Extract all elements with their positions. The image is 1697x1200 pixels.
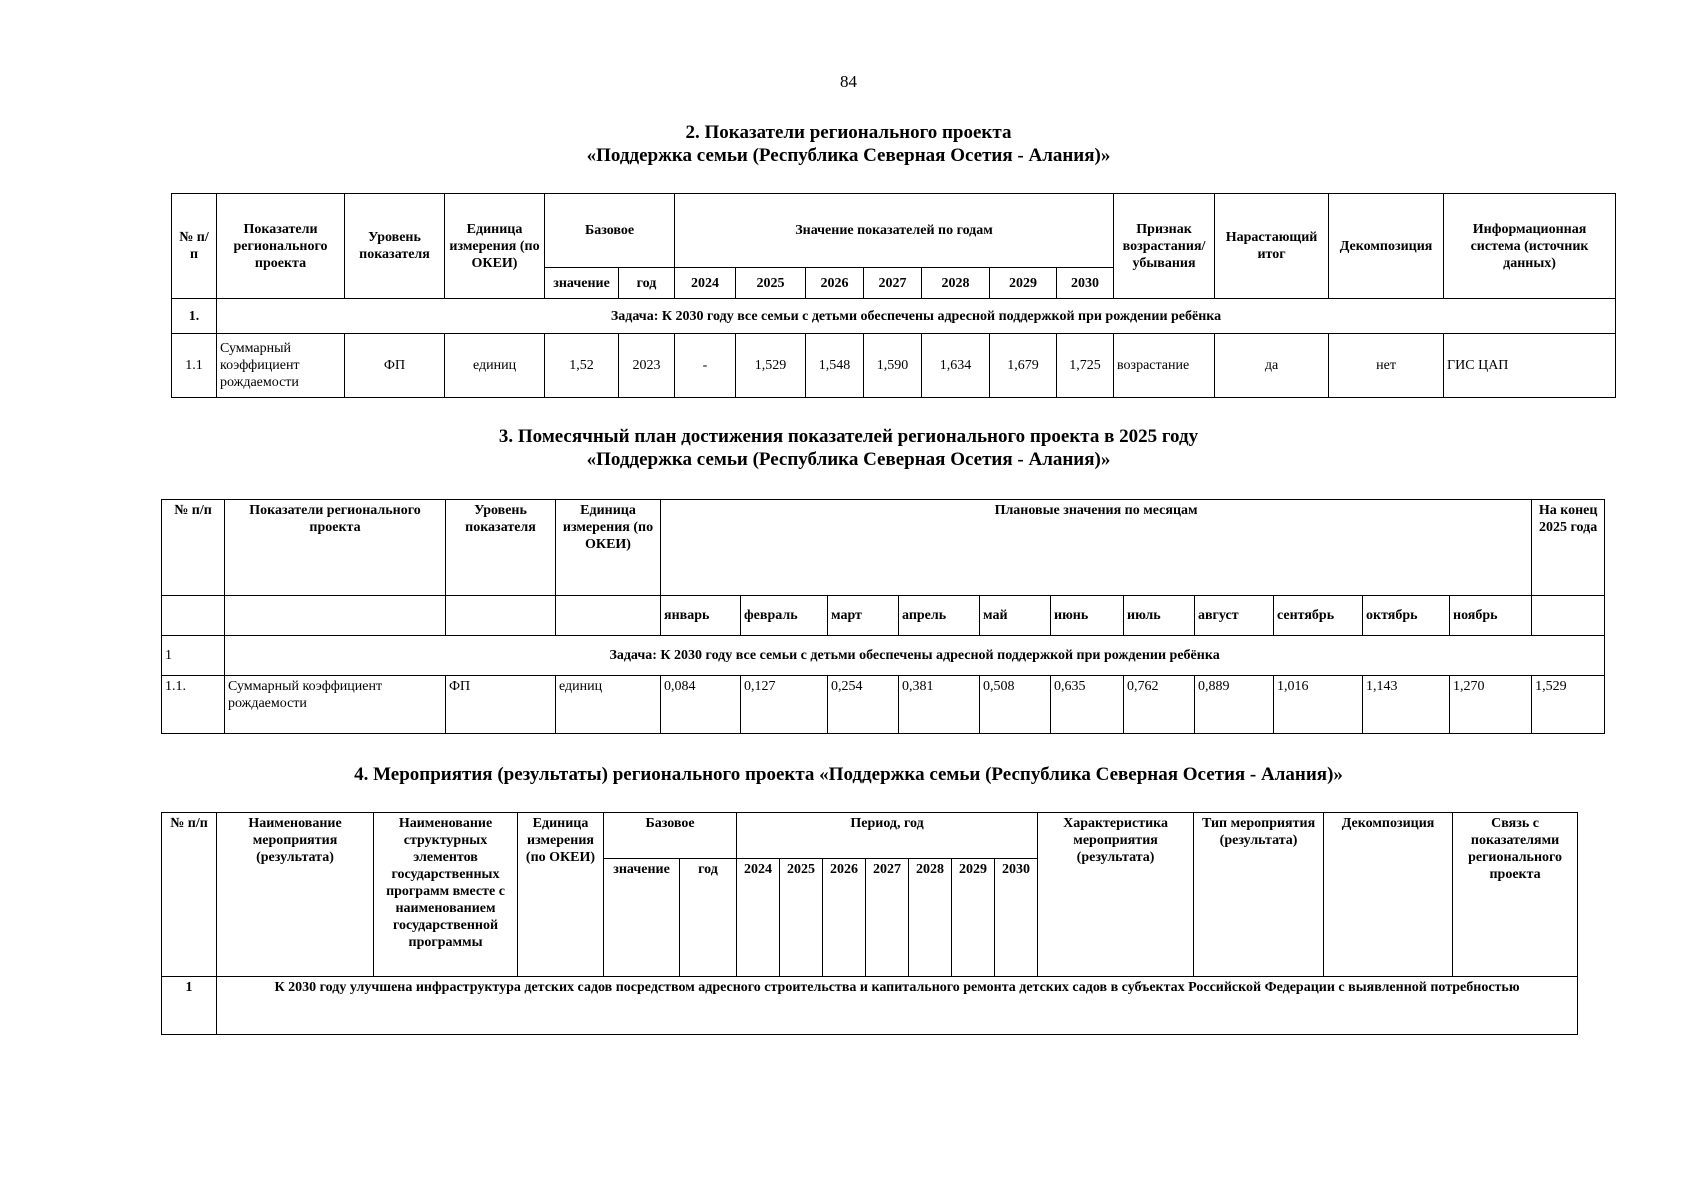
row-base-value: 1,52 — [545, 334, 619, 398]
row-indicator: Суммарный коэффициент рождаемости — [217, 334, 345, 398]
monthly-plan-table — [161, 499, 1605, 734]
task-text: К 2030 году улучшена инфраструктура детских садов посредством адресного строительства и капитального ремонта детских садов в субъектах Российской Федерации с выявленной потребностью — [217, 977, 1578, 1035]
row-sign: возрастание — [1114, 334, 1215, 398]
header-indicator: Показатели регионального проекта — [225, 500, 446, 596]
task-text: Задача: К 2030 году все семьи с детьми обеспечены адресной поддержкой при рождении ребёнка — [217, 299, 1616, 334]
header-month: март — [828, 596, 899, 636]
row-value: 1,725 — [1057, 334, 1114, 398]
task-row — [162, 977, 1578, 1035]
empty-cell — [556, 596, 661, 636]
task-number: 1. — [172, 299, 217, 334]
row-month-value: 0,508 — [980, 676, 1051, 734]
row-value: 1,590 — [864, 334, 922, 398]
header-base-year: год — [680, 859, 737, 977]
row-value: 1,679 — [990, 334, 1057, 398]
header-base: Базовое — [545, 194, 675, 268]
header-year: 2028 — [909, 859, 952, 977]
row-level: ФП — [446, 676, 556, 734]
indicators-table — [171, 193, 1616, 398]
header-period: Период, год — [737, 813, 1038, 859]
header-year: 2026 — [823, 859, 866, 977]
header-year-end: На конец 2025 года — [1532, 500, 1605, 596]
header-base: Базовое — [604, 813, 737, 859]
row-year-end-value: 1,529 — [1532, 676, 1605, 734]
header-type: Тип мероприятия (результата) — [1194, 813, 1324, 977]
header-year: 2030 — [1057, 268, 1114, 299]
header-base-year: год — [619, 268, 675, 299]
header-link: Связь с показателями регионального проекта — [1453, 813, 1578, 977]
task-number: 1 — [162, 636, 225, 676]
header-year: 2030 — [995, 859, 1038, 977]
row-month-value: 0,254 — [828, 676, 899, 734]
header-activity: Наименование мероприятия (результата) — [217, 813, 374, 977]
header-month: июнь — [1051, 596, 1124, 636]
row-value: 1,529 — [736, 334, 806, 398]
row-indicator: Суммарный коэффициент рождаемости — [225, 676, 446, 734]
row-month-value: 0,762 — [1124, 676, 1195, 734]
header-level: Уровень показателя — [446, 500, 556, 596]
row-level: ФП — [345, 334, 445, 398]
task-row — [162, 636, 1605, 676]
row-month-value: 0,889 — [1195, 676, 1274, 734]
header-year: 2029 — [990, 268, 1057, 299]
header-year: 2026 — [806, 268, 864, 299]
row-month-value: 0,381 — [899, 676, 980, 734]
row-month-value: 0,127 — [741, 676, 828, 734]
header-unit: Единица измерения (по ОКЕИ) — [518, 813, 604, 977]
header-month: июль — [1124, 596, 1195, 636]
row-num: 1.1 — [172, 334, 217, 398]
header-month: апрель — [899, 596, 980, 636]
task-row — [172, 299, 1616, 334]
header-num: № п/п — [162, 813, 217, 977]
table-row — [162, 676, 1605, 734]
row-cumulative: да — [1215, 334, 1329, 398]
section-3-title-line2: «Поддержка семьи (Республика Северная Осетия - Алания)» — [586, 449, 1111, 470]
header-cumulative: Нарастающий итог — [1215, 194, 1329, 299]
header-base-value: значение — [545, 268, 619, 299]
header-characteristic: Характеристика мероприятия (результата) — [1038, 813, 1194, 977]
header-indicator: Показатели регионального проекта — [217, 194, 345, 299]
section-2-title — [0, 121, 1697, 167]
row-num: 1.1. — [162, 676, 225, 734]
header-decomposition: Декомпозиция — [1329, 194, 1444, 299]
task-text: Задача: К 2030 году все семьи с детьми обеспечены адресной поддержкой при рождении ребёнка — [225, 636, 1605, 676]
header-month: январь — [661, 596, 741, 636]
header-year: 2024 — [675, 268, 736, 299]
empty-cell — [162, 596, 225, 636]
header-base-value: значение — [604, 859, 680, 977]
header-decomposition: Декомпозиция — [1324, 813, 1453, 977]
header-num: № п/ п — [172, 194, 217, 299]
header-plan: Плановые значения по месяцам — [661, 500, 1532, 596]
row-month-value: 0,635 — [1051, 676, 1124, 734]
header-level: Уровень показателя — [345, 194, 445, 299]
header-year: 2027 — [864, 268, 922, 299]
empty-cell — [225, 596, 446, 636]
header-num: № п/п — [162, 500, 225, 596]
header-unit: Единица измерения (по ОКЕИ) — [556, 500, 661, 596]
header-month: май — [980, 596, 1051, 636]
row-decomposition: нет — [1329, 334, 1444, 398]
row-unit: единиц — [445, 334, 545, 398]
section-3-title — [0, 425, 1697, 471]
header-month: февраль — [741, 596, 828, 636]
row-base-year: 2023 — [619, 334, 675, 398]
row-value: 1,548 — [806, 334, 864, 398]
header-year: 2028 — [922, 268, 990, 299]
header-year: 2025 — [736, 268, 806, 299]
row-value: - — [675, 334, 736, 398]
empty-cell — [446, 596, 556, 636]
header-month: ноябрь — [1450, 596, 1532, 636]
header-years: Значение показателей по годам — [675, 194, 1114, 268]
header-month: август — [1195, 596, 1274, 636]
page-number: 84 — [840, 72, 857, 91]
row-month-value: 0,084 — [661, 676, 741, 734]
header-year: 2024 — [737, 859, 780, 977]
row-unit: единиц — [556, 676, 661, 734]
row-month-value: 1,270 — [1450, 676, 1532, 734]
activities-table — [161, 812, 1578, 1035]
empty-cell — [1532, 596, 1605, 636]
section-3-title-line1: 3. Помесячный план достижения показателей регионального проекта в 2025 году — [498, 426, 1199, 447]
section-2-title-line2: «Поддержка семьи (Республика Северная Осетия - Алания)» — [586, 145, 1111, 166]
header-month: сентябрь — [1274, 596, 1363, 636]
header-year: 2029 — [952, 859, 995, 977]
row-info-system: ГИС ЦАП — [1444, 334, 1616, 398]
row-month-value: 1,143 — [1363, 676, 1450, 734]
section-2-title-line1: 2. Показатели регионального проекта — [685, 122, 1012, 143]
table-row — [172, 334, 1616, 398]
header-month: октябрь — [1363, 596, 1450, 636]
header-unit: Единица измерения (по ОКЕИ) — [445, 194, 545, 299]
header-info-system: Информационная система (источник данных) — [1444, 194, 1616, 299]
task-number: 1 — [162, 977, 217, 1035]
header-year: 2025 — [780, 859, 823, 977]
header-sign: Признак возрастания/ убывания — [1114, 194, 1215, 299]
row-value: 1,634 — [922, 334, 990, 398]
header-year: 2027 — [866, 859, 909, 977]
row-month-value: 1,016 — [1274, 676, 1363, 734]
section-4-title: 4. Мероприятия (результаты) регионального проекта «Поддержка семьи (Республика Северная Осетия - Алания)» — [354, 764, 1343, 785]
header-structural-elements: Наименование структурных элементов государственных программ вместе с наименованием государственной программы — [374, 813, 518, 977]
